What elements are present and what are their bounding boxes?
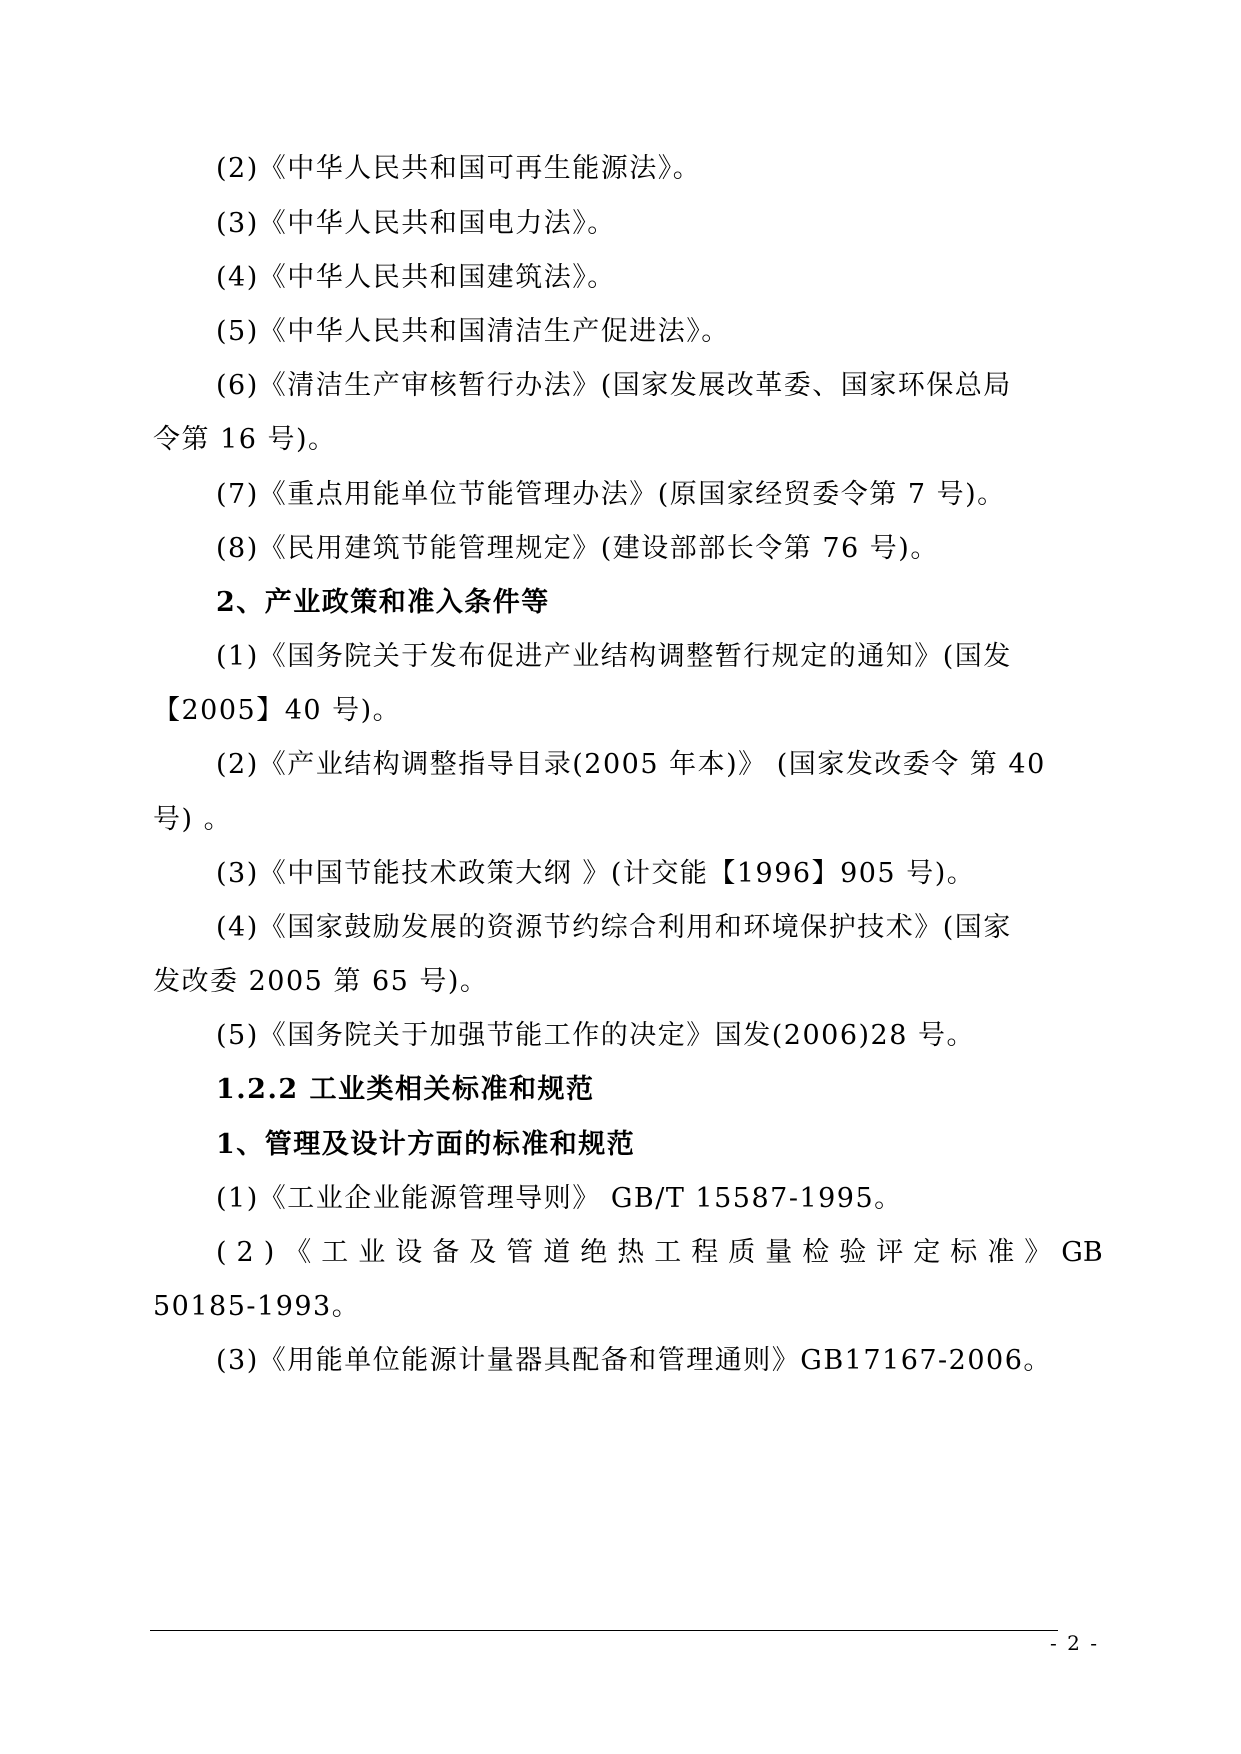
text-line: 号) 。 <box>153 804 233 835</box>
text-line: 50185-1993。 <box>153 1291 361 1322</box>
footer-rule <box>150 1630 1058 1631</box>
text-line: (3)《用能单位能源计量器具配备和管理通则》GB17167-2006。 <box>216 1345 1052 1376</box>
text-line: (3)《中华人民共和国电力法》。 <box>216 208 616 239</box>
text-line: 【2005】40 号)。 <box>153 695 402 726</box>
section-heading: 1、管理及设计方面的标准和规范 <box>216 1129 636 1160</box>
text-line: (4)《国家鼓励发展的资源节约综合利用和环境保护技术》(国家 <box>216 912 1012 943</box>
text-line: (3)《中国节能技术政策大纲 》(计交能【1996】905 号)。 <box>216 858 976 889</box>
section-heading: 2、产业政策和准入条件等 <box>216 587 550 618</box>
text-line: (5)《中华人民共和国清洁生产促进法》。 <box>216 316 730 347</box>
text-line: (2)《中华人民共和国可再生能源法》。 <box>216 153 702 184</box>
text-line: (6)《清洁生产审核暂行办法》(国家发展改革委、国家环保总局 <box>216 370 1012 401</box>
subsection-heading: 1.2.2 工业类相关标准和规范 <box>216 1074 595 1105</box>
text-line: (1)《工业企业能源管理导则》 GB/T 15587-1995。 <box>216 1183 903 1214</box>
page-number: - 2 - <box>1050 1631 1099 1655</box>
text-line: (4)《中华人民共和国建筑法》。 <box>216 262 616 293</box>
text-line: (1)《国务院关于发布促进产业结构调整暂行规定的通知》(国发 <box>216 641 1012 672</box>
text-line: 发改委 2005 第 65 号)。 <box>153 966 489 997</box>
text-line: (5)《国务院关于加强节能工作的决定》国发(2006)28 号。 <box>216 1020 975 1051</box>
text-line: 令第 16 号)。 <box>153 424 337 455</box>
text-line: (7)《重点用能单位节能管理办法》(原国家经贸委令第 7 号)。 <box>216 479 1006 510</box>
text-line-justified: ( 2 ) 《 工 业 设 备 及 管 道 绝 热 工 程 质 量 检 验 评 定 标 准 》 GB <box>216 1237 1103 1268</box>
text-line: (8)《民用建筑节能管理规定》(建设部部长令第 76 号)。 <box>216 533 939 564</box>
text-line: (2)《产业结构调整指导目录(2005 年本)》 (国家发改委令 第 40 <box>216 749 1046 780</box>
